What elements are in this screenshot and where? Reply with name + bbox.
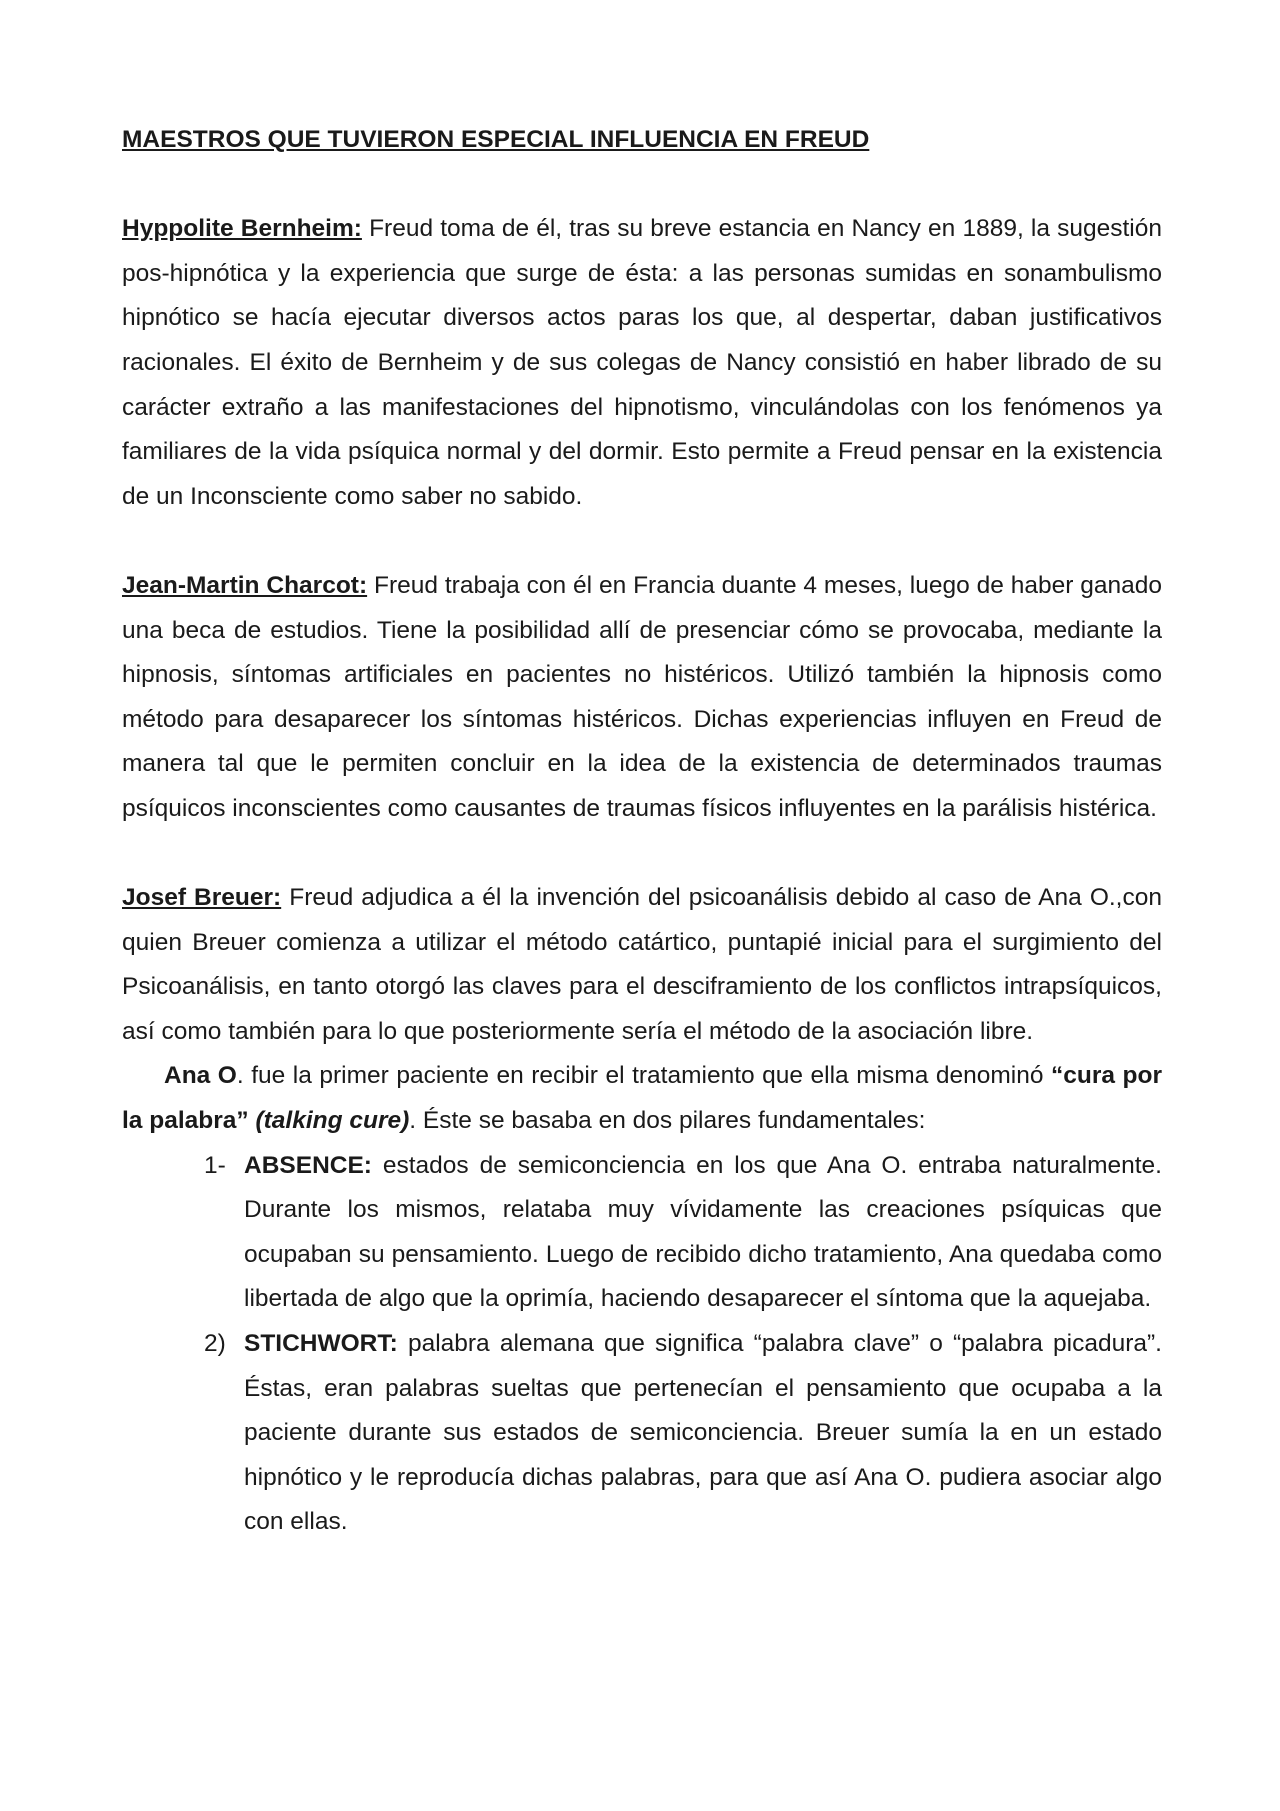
text-bernheim: Freud toma de él, tras su breve estancia en Nancy en 1889, la sugestión pos-hipnótica y la experiencia que surge de ésta: a las personas sumidas en sonambulismo hipnótico se hacía ejecutar diversos actos paras los que, al despertar, daban justificativos racionales. El éxito de Bernheim y de sus colegas de Nancy consistió en haber librado de su carácter extraño a las manifestaciones del hipnotismo, vinculándolas con los fenómenos ya familiares de la vida psíquica normal y del dormir. Esto permite a Freud pensar en la existencia de un Inconsciente como saber no sabido. xyxy=(122,215,1162,510)
paragraph-ana-o xyxy=(122,1054,1162,1143)
document-page xyxy=(122,118,1162,1545)
name-charcot: Jean-Martin Charcot: xyxy=(122,571,368,599)
section-charcot xyxy=(122,564,1162,832)
paragraph-breuer xyxy=(122,876,1162,1054)
list-item xyxy=(122,1144,1162,1322)
text-ana-o-2: . Éste se basaba en dos pilares fundamentales: xyxy=(409,1107,926,1135)
paragraph-charcot xyxy=(122,564,1162,832)
talking-cure: (talking cure) xyxy=(255,1107,410,1135)
text-absence: estados de semiconciencia en los que Ana O. entraba naturalmente. Durante los mismos, relataba muy vívidamente las creaciones psíquicas que ocupaban su pensamiento. Luego de recibido dicho tratamiento, Ana quedaba como libertada de algo que la oprimía, haciendo desaparecer el síntoma que la aquejaba. xyxy=(244,1151,1162,1313)
section-breuer xyxy=(122,876,1162,1545)
text-charcot: Freud trabaja con él en Francia duante 4 meses, luego de haber ganado una beca de estudios. Tiene la posibilidad allí de presenciar cómo se provocaba, mediante la hipnosis, síntomas artificiales en pacientes no histéricos. Utilizó también la hipnosis como método para desaparecer los síntomas histéricos. Dichas experiencias influyen en Freud de manera tal que le permiten concluir en la idea de la existencia de determinados traumas psíquicos inconscientes como causantes de traumas físicos influyentes en la parálisis histérica. xyxy=(122,571,1162,822)
name-ana-o: Ana O xyxy=(164,1062,237,1090)
term-absence: ABSENCE: xyxy=(244,1151,372,1179)
list-marker: 1- xyxy=(204,1151,226,1179)
text-stichwort: palabra alemana que significa “palabra clave” o “palabra picadura”. Éstas, eran palabras sueltas que pertenecían el pensamiento que ocupaba a la paciente durante sus estados de semiconciencia. Breuer sumía la en un estado hipnótico y le reproducía dichas palabras, para que así Ana O. pudiera asociar algo con ellas. xyxy=(244,1330,1162,1536)
cure-quote: “cura por la palabra” xyxy=(122,1062,1162,1135)
text-ana-o-1: . fue la primer paciente en recibir el tratamiento que ella misma denominó xyxy=(236,1062,1051,1090)
pillars-list xyxy=(122,1144,1162,1545)
list-marker: 2) xyxy=(204,1330,226,1358)
term-stichwort: STICHWORT: xyxy=(244,1330,398,1358)
name-breuer: Josef Breuer: xyxy=(122,884,282,912)
document-title: MAESTROS QUE TUVIERON ESPECIAL INFLUENCIA EN FREUD xyxy=(122,126,870,153)
section-bernheim xyxy=(122,207,1162,519)
list-item xyxy=(122,1322,1162,1545)
name-bernheim: Hyppolite Bernheim: xyxy=(122,215,362,243)
paragraph-bernheim xyxy=(122,207,1162,519)
text-breuer: Freud adjudica a él la invención del psicoanálisis debido al caso de Ana O.,con quien Breuer comienza a utilizar el método catártico, puntapié inicial para el surgimiento del Psicoanálisis, en tanto otorgó las claves para el desciframiento de los conflictos intrapsíquicos, así como también para lo que posteriormente sería el método de la asociación libre. xyxy=(122,884,1162,1045)
